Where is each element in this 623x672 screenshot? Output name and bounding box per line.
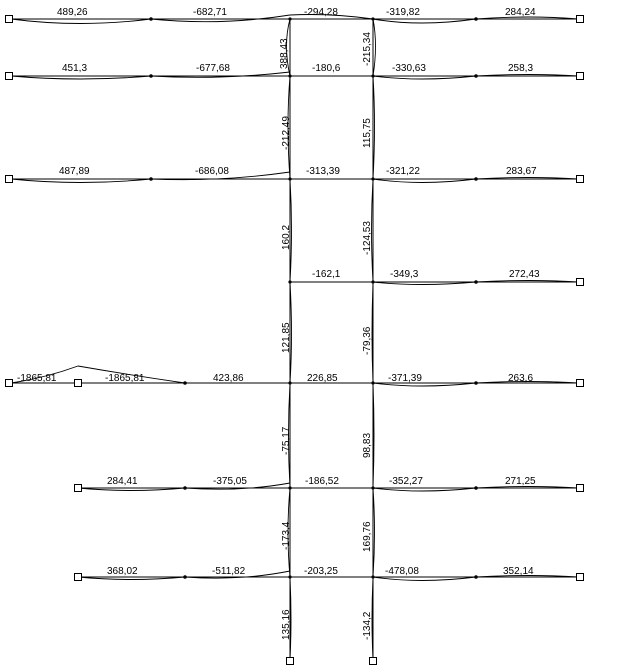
moment-curve xyxy=(11,172,290,183)
support-icon xyxy=(287,658,294,665)
support-icon xyxy=(577,73,584,80)
column-label: 115,75 xyxy=(362,118,373,148)
support-icon xyxy=(577,16,584,23)
beam-label: 226,85 xyxy=(307,373,338,384)
node-dot xyxy=(288,17,291,20)
node-dot xyxy=(371,486,374,489)
beam-label: -511,82 xyxy=(212,566,246,577)
beam-label: 271,25 xyxy=(505,476,536,487)
column-label: -212,49 xyxy=(281,116,292,150)
node-dot xyxy=(288,486,291,489)
column-label: -79,36 xyxy=(362,326,373,355)
node-dot xyxy=(288,575,291,578)
beam-label: 489,26 xyxy=(57,7,88,18)
support-icon xyxy=(577,380,584,387)
node-dot xyxy=(183,381,187,385)
node-dot xyxy=(371,17,374,20)
beam-label: -319,82 xyxy=(386,7,420,18)
node-dot xyxy=(474,17,478,21)
support-icon xyxy=(6,73,13,80)
beam-label: -294,28 xyxy=(304,7,338,18)
beam-label: 284,41 xyxy=(107,476,138,487)
support-icon xyxy=(577,279,584,286)
beam-label: 451,3 xyxy=(62,63,88,74)
support-icon xyxy=(577,485,584,492)
support-icon xyxy=(75,574,82,581)
node-dot xyxy=(474,381,478,385)
support-icon xyxy=(75,380,82,387)
beam-label: 423,86 xyxy=(213,373,244,384)
beam-label: -203,25 xyxy=(304,566,338,577)
beam-label: 487,89 xyxy=(59,166,90,177)
column-label: 169,76 xyxy=(362,521,373,552)
beam-label: -313,39 xyxy=(306,166,340,177)
beam-label: -330,63 xyxy=(392,63,426,74)
beam-label: -180,6 xyxy=(312,63,341,74)
node-dot xyxy=(288,280,291,283)
beam-label: 283,67 xyxy=(506,166,537,177)
column-label: 388,43 xyxy=(279,38,290,69)
node-dot xyxy=(474,177,478,181)
node-dot xyxy=(288,381,291,384)
node-dot xyxy=(183,575,187,579)
column-label: -215,34 xyxy=(362,32,373,66)
node-dot xyxy=(371,74,374,77)
beam-label: 352,14 xyxy=(503,566,534,577)
node-dot xyxy=(371,381,374,384)
beam-label: 258,3 xyxy=(508,63,534,74)
beam-label: -1865,81 xyxy=(105,373,145,384)
beam-label: -677,68 xyxy=(196,63,230,74)
node-dot xyxy=(288,177,291,180)
column-label: 98,83 xyxy=(362,432,373,458)
beam-label: -352,27 xyxy=(389,476,423,487)
column-label: -173,4 xyxy=(281,521,292,550)
support-icon xyxy=(370,658,377,665)
column-label: -75,17 xyxy=(281,426,292,455)
support-icon xyxy=(577,574,584,581)
beam-label: -1865,81 xyxy=(17,373,57,384)
beam-label: -371,39 xyxy=(388,373,422,384)
support-icon xyxy=(75,485,82,492)
beam-label: -349,3 xyxy=(390,269,419,280)
support-icon xyxy=(6,16,13,23)
support-icon xyxy=(6,176,13,183)
beam-label: -321,22 xyxy=(386,166,420,177)
beam-label: 263,6 xyxy=(508,373,534,384)
column-label: 160,2 xyxy=(281,224,292,250)
node-dot xyxy=(474,280,478,284)
node-dot xyxy=(474,486,478,490)
support-icon xyxy=(6,380,13,387)
node-dot xyxy=(183,486,187,490)
node-dot xyxy=(474,575,478,579)
node-dot xyxy=(288,74,291,77)
node-dot xyxy=(371,280,374,283)
beam-label: -682,71 xyxy=(193,7,227,18)
column-label: -134,2 xyxy=(362,611,373,640)
column-label: -124,53 xyxy=(362,221,373,255)
beam-label: -186,52 xyxy=(305,476,339,487)
node-dot xyxy=(371,575,374,578)
beam-label: -375,05 xyxy=(213,476,247,487)
node-dot xyxy=(371,177,374,180)
node-dot xyxy=(474,74,478,78)
column-label: 135,16 xyxy=(281,609,292,640)
beam-label: -478,08 xyxy=(385,566,419,577)
beam-label: -686,08 xyxy=(195,166,229,177)
beam-label: 368,02 xyxy=(107,566,138,577)
beam-label: 284,24 xyxy=(505,7,536,18)
node-dot xyxy=(149,177,153,181)
beam-label: 272,43 xyxy=(509,269,540,280)
column-label: 121,85 xyxy=(281,322,292,353)
beam-label: -162,1 xyxy=(312,269,341,280)
support-icon xyxy=(577,176,584,183)
node-dot xyxy=(149,74,153,78)
node-dot xyxy=(149,17,153,21)
